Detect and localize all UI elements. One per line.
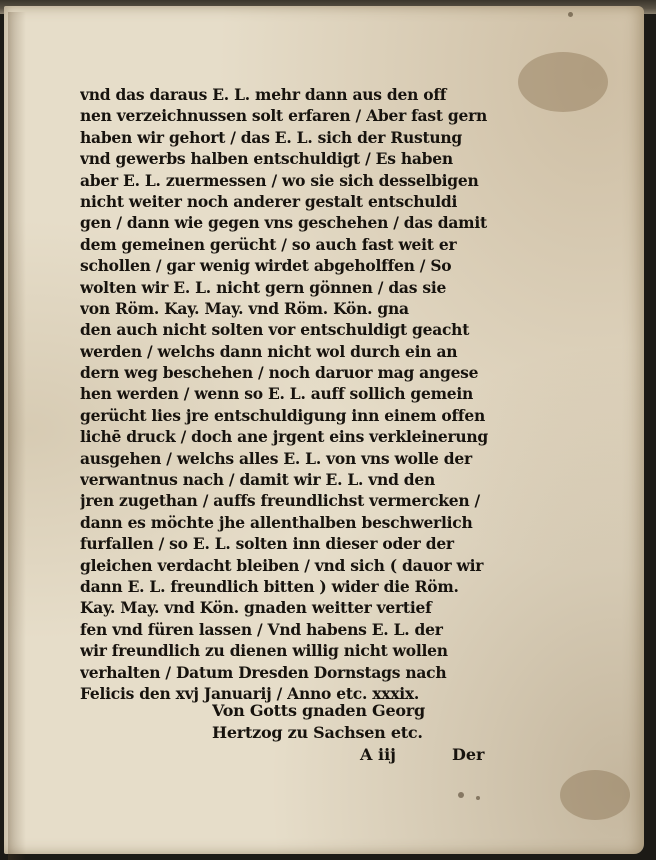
- text-line: gerücht lies jre entschuldigung inn einem offen: [80, 405, 485, 425]
- text-line: wir freundlich zu dienen willig nicht wollen: [80, 641, 448, 661]
- text-line: den auch nicht solten vor entschuldigt geacht: [80, 320, 470, 340]
- text-line: wolten wir E. L. nicht gern gönnen / das sie: [80, 277, 447, 297]
- text-line: ausgehen / welchs alles E. L. von vns wolle der: [80, 448, 472, 468]
- gutter-shadow: [8, 12, 26, 860]
- text-line: jren zugethan / auffs freundlichst vermercken /: [80, 491, 480, 511]
- text-line: haben wir gehort / das E. L. sich der Rustung: [80, 127, 463, 147]
- catchword: Der: [452, 745, 485, 764]
- text-line: aber E. L. zuermessen / wo sie sich desselbigen: [80, 170, 479, 190]
- text-line: dann E. L. freundlich bitten ) wider die Röm.: [80, 576, 459, 596]
- text-line: dern weg beschehen / noch daruor mag angese: [80, 363, 479, 383]
- signature-mark: A iij: [360, 745, 396, 764]
- body-text: [80, 84, 494, 704]
- closing-signature: [212, 700, 425, 744]
- text-line: nen verzeichnussen solt erfaren / Aber fast gern: [80, 106, 488, 126]
- text-line: Kay. May. vnd Kön. gnaden weitter vertief: [80, 598, 432, 618]
- pinhole: [568, 12, 573, 17]
- text-line: dem gemeinen gerücht / so auch fast weit er: [80, 234, 457, 254]
- text-line: gleichen verdacht bleiben / vnd sich ( dauor wir: [80, 555, 484, 575]
- text-line: fen vnd füren lassen / Vnd habens E. L. der: [80, 619, 443, 639]
- text-line: gen / dann wie gegen vns geschehen / das damit: [80, 213, 487, 233]
- text-line: schollen / gar wenig wirdet abgeholffen / So: [80, 256, 452, 276]
- signature-line: Von Gotts gnaden Georg: [212, 701, 425, 720]
- text-line: dann es möchte jhe allenthalben beschwerlich: [80, 512, 473, 532]
- text-line: verhalten / Datum Dresden Dornstags nach: [80, 662, 447, 682]
- text-line: vnd das daraus E. L. mehr dann aus den off: [80, 85, 447, 104]
- text-line: hen werden / wenn so E. L. auff sollich gemein: [80, 384, 473, 404]
- text-line: nicht weiter noch anderer gestalt entschuldi: [80, 191, 458, 211]
- pinhole: [476, 796, 480, 800]
- pinhole: [458, 792, 464, 798]
- text-line: Felicis den xvj Januarij / Anno etc. xxxix.: [80, 683, 419, 703]
- text-line: vnd gewerbs halben entschuldigt / Es haben: [80, 149, 453, 169]
- signature-title-line: Hertzog zu Sachsen etc.: [212, 723, 423, 742]
- text-line: lichē druck / doch ane jrgent eins verkleinerung: [80, 427, 489, 447]
- text-line: von Röm. Kay. May. vnd Röm. Kön. gna: [80, 298, 409, 318]
- text-line: furfallen / so E. L. solten inn dieser oder der: [80, 534, 454, 554]
- text-line: verwantnus nach / damit wir E. L. vnd den: [80, 470, 436, 490]
- text-line: werden / welchs dann nicht wol durch ein an: [80, 341, 458, 361]
